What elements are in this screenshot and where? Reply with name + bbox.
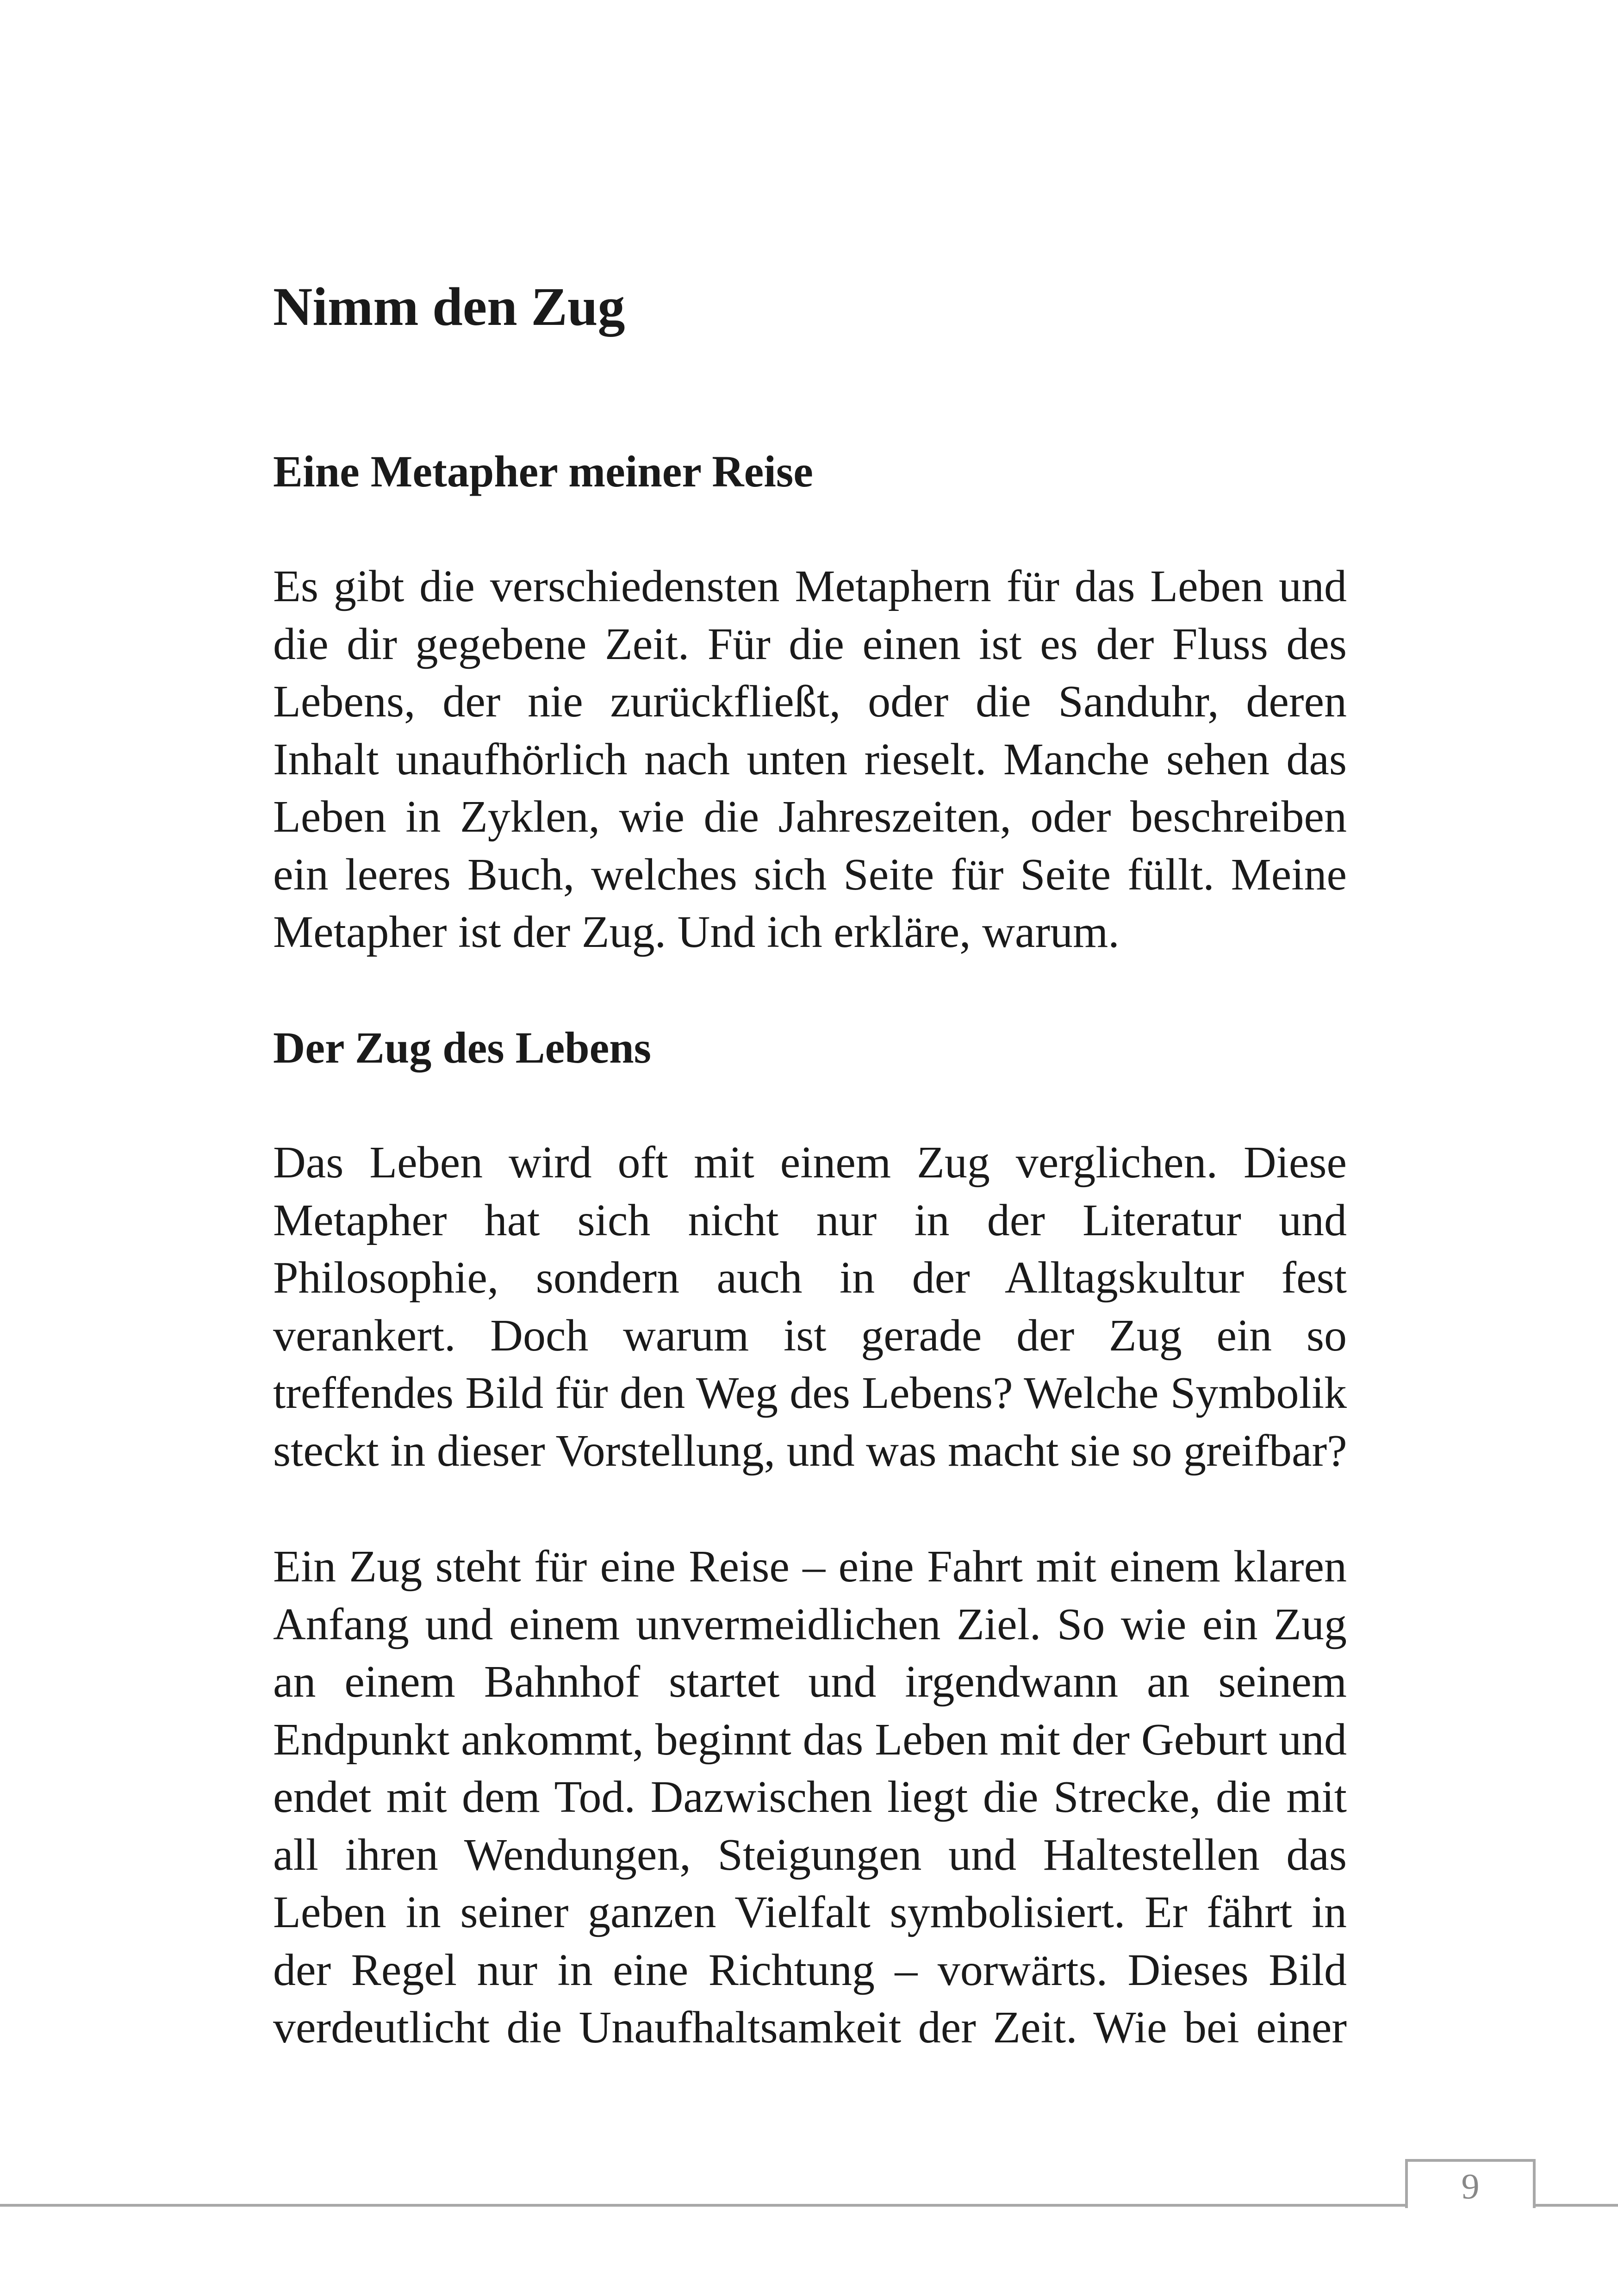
text-line: Philosophie, sondern auch in der Alltagskultur fest (273, 1253, 1347, 1303)
text-line: verankert. Doch warum ist gerade der Zug ein so (273, 1310, 1347, 1361)
text-line: an einem Bahnhof startet und irgendwann an seinem (273, 1657, 1347, 1707)
text-line: Lebens, der nie zurückfließt, oder die Sanduhr, deren (273, 677, 1347, 727)
paragraph-metaphors (273, 558, 1347, 961)
text-line: steckt in dieser Vorstellung, und was macht sie so greifbar? (273, 1425, 1347, 1476)
paragraph-journey (273, 1538, 1347, 2057)
page-number-tab (1405, 2159, 1536, 2208)
text-line: ein leeres Buch, welches sich Seite für Seite füllt. Meine (273, 849, 1347, 900)
text-line: endet mit dem Tod. Dazwischen liegt die Strecke, die mit (273, 1772, 1347, 1822)
text-line: Es gibt die verschiedensten Metaphern für das Leben und (273, 561, 1347, 611)
section-heading-metaphor: Eine Metapher meiner Reise (273, 447, 813, 496)
text-line: der Regel nur in eine Richtung – vorwärts. Dieses Bild (273, 1945, 1347, 1995)
text-line: Anfang und einem unvermeidlichen Ziel. So wie ein Zug (273, 1599, 1347, 1649)
text-line: Das Leben wird oft mit einem Zug verglichen. Diese (273, 1138, 1347, 1188)
text-line: Leben in Zyklen, wie die Jahreszeiten, oder beschreiben (273, 792, 1347, 842)
footer-rule (0, 2204, 1405, 2207)
footer-rule-end (1533, 2204, 1618, 2207)
text-line: all ihren Wendungen, Steigungen und Haltestellen das (273, 1829, 1347, 1880)
text-line: die dir gegebene Zeit. Für die einen ist es der Fluss des (273, 619, 1347, 669)
text-line: Metapher ist der Zug. Und ich erkläre, warum. (273, 907, 1120, 957)
paragraph-train-comparison (273, 1134, 1347, 1480)
text-line: verdeutlicht die Unaufhaltsamkeit der Zeit. Wie bei einer (273, 2003, 1347, 2053)
text-line: Metapher hat sich nicht nur in der Literatur und (273, 1195, 1347, 1245)
section-heading-train-of-life: Der Zug des Lebens (273, 1023, 651, 1072)
chapter-title: Nimm den Zug (273, 276, 625, 337)
page-number: 9 (1461, 2166, 1480, 2206)
text-line: treffendes Bild für den Weg des Lebens? Welche Symbolik (273, 1368, 1347, 1418)
text-line: Endpunkt ankommt, beginnt das Leben mit der Geburt und (273, 1714, 1347, 1765)
text-line: Ein Zug steht für eine Reise – eine Fahrt mit einem klaren (273, 1542, 1347, 1592)
text-line: Inhalt unaufhörlich nach unten rieselt. Manche sehen das (273, 734, 1347, 784)
text-line: Leben in seiner ganzen Vielfalt symbolisiert. Er fährt in (273, 1887, 1347, 1937)
